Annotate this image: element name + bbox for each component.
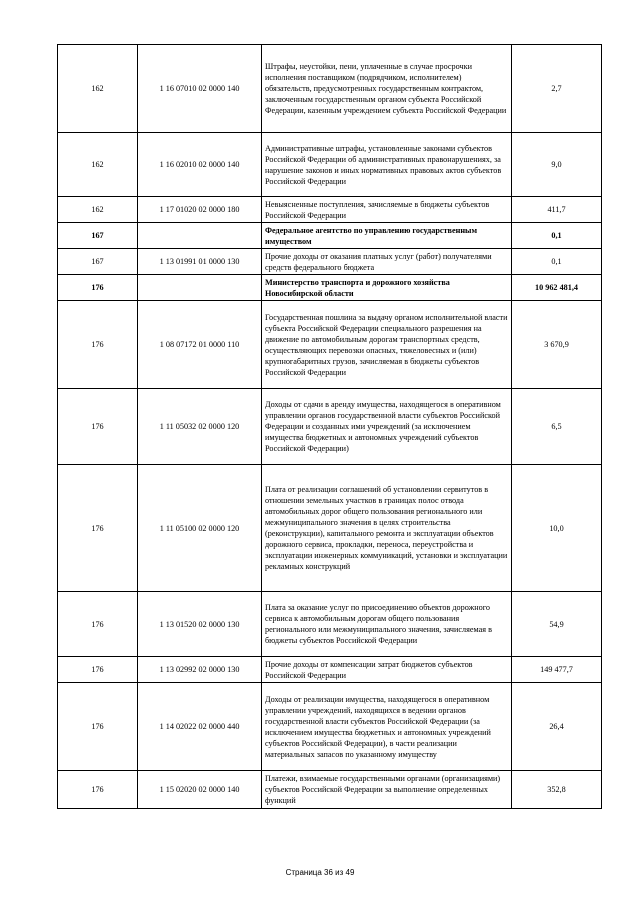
budget-code-cell: 1 13 02992 02 0000 130	[138, 657, 262, 683]
revenue-name-cell: Платежи, взимаемые государственными органами (организациями) субъектов Российской Федерации за выполнение определенных функций	[262, 771, 512, 809]
agency-name-cell: Министерство транспорта и дорожного хозяйства Новосибирской области	[262, 275, 512, 301]
budget-code-cell	[138, 223, 262, 249]
admin-code-cell: 167	[58, 223, 138, 249]
budget-code-cell: 1 08 07172 01 0000 110	[138, 301, 262, 389]
revenue-table	[57, 44, 602, 809]
amount-cell: 10 962 481,4	[512, 275, 602, 301]
table-row	[58, 465, 602, 592]
table-row	[58, 389, 602, 465]
revenue-name-cell: Невыясненные поступления, зачисляемые в бюджеты субъектов Российской Федерации	[262, 197, 512, 223]
amount-cell: 3 670,9	[512, 301, 602, 389]
admin-code-cell: 162	[58, 197, 138, 223]
admin-code-cell: 176	[58, 275, 138, 301]
budget-code-cell: 1 17 01020 02 0000 180	[138, 197, 262, 223]
amount-cell: 411,7	[512, 197, 602, 223]
admin-code-cell: 176	[58, 389, 138, 465]
revenue-name-cell: Государственная пошлина за выдачу органом исполнительной власти субъекта Российской Федерации специального разрешения на движение по автомобильным дорогам транспортных средств, осуществляющих перевозки опасных, тяжеловесных и (или) крупногабаритных грузов, зачисляемая в бюджеты субъектов Российской Федерации	[262, 301, 512, 389]
amount-cell: 54,9	[512, 592, 602, 657]
agency-name-cell: Федеральное агентство по управлению государственным имуществом	[262, 223, 512, 249]
admin-code-cell: 176	[58, 657, 138, 683]
amount-cell: 26,4	[512, 683, 602, 771]
amount-cell: 6,5	[512, 389, 602, 465]
budget-code-cell: 1 16 07010 02 0000 140	[138, 45, 262, 133]
admin-code-cell: 162	[58, 133, 138, 197]
budget-code-cell: 1 11 05100 02 0000 120	[138, 465, 262, 592]
page-number: Страница 36 из 49	[285, 868, 355, 877]
revenue-name-cell: Прочие доходы от оказания платных услуг (работ) получателями средств федерального бюджета	[262, 249, 512, 275]
table-row-agency	[58, 223, 602, 249]
table-row	[58, 45, 602, 133]
amount-cell: 2,7	[512, 45, 602, 133]
table-row	[58, 249, 602, 275]
budget-code-cell: 1 16 02010 02 0000 140	[138, 133, 262, 197]
table-row	[58, 771, 602, 809]
admin-code-cell: 162	[58, 45, 138, 133]
table-row-agency	[58, 275, 602, 301]
admin-code-cell: 176	[58, 592, 138, 657]
table-row	[58, 683, 602, 771]
amount-cell: 9,0	[512, 133, 602, 197]
revenue-name-cell: Прочие доходы от компенсации затрат бюджетов субъектов Российской Федерации	[262, 657, 512, 683]
table-row	[58, 133, 602, 197]
admin-code-cell: 167	[58, 249, 138, 275]
amount-cell: 0,1	[512, 223, 602, 249]
revenue-name-cell: Доходы от реализации имущества, находящегося в оперативном управлении учреждений, находящихся в ведении органов государственной власти субъектов Российской Федерации (за исключением имущества бюджетных и автономных учреждений субъектов Российской Федерации), в части реализации материальных запасов по указанному имуществу	[262, 683, 512, 771]
admin-code-cell: 176	[58, 301, 138, 389]
revenue-name-cell: Плата за оказание услуг по присоединению объектов дорожного сервиса к автомобильным дорогам общего пользования регионального или межмуниципального значения, зачисляемая в бюджеты субъектов Российской Федерации	[262, 592, 512, 657]
budget-code-cell: 1 13 01520 02 0000 130	[138, 592, 262, 657]
table-row	[58, 301, 602, 389]
amount-cell: 352,8	[512, 771, 602, 809]
budget-code-cell: 1 14 02022 02 0000 440	[138, 683, 262, 771]
admin-code-cell: 176	[58, 771, 138, 809]
revenue-name-cell: Плата от реализации соглашений об установлении сервитутов в отношении земельных участков в границах полос отвода автомобильных дорог общего пользования регионального или межмуниципального значения в целях строительства (реконструкции), капитального ремонта и эксплуатации объектов дорожного сервиса, прокладки, переноса, переустройства и эксплуатации инженерных коммуникаций, установки и эксплуатации рекламных конструкций	[262, 465, 512, 592]
admin-code-cell: 176	[58, 683, 138, 771]
budget-code-cell	[138, 275, 262, 301]
revenue-name-cell: Административные штрафы, установленные законами субъектов Российской Федерации об административных правонарушениях, за нарушение законов и иных нормативных правовых актов субъектов Российской Федерации	[262, 133, 512, 197]
amount-cell: 149 477,7	[512, 657, 602, 683]
revenue-name-cell: Штрафы, неустойки, пени, уплаченные в случае просрочки исполнения поставщиком (подрядчиком, исполнителем) обязательств, предусмотренных государственным контрактом, заключенным государственным органом субъекта Российской Федерации, казенным учреждением субъекта Российской Федерации	[262, 45, 512, 133]
budget-code-cell: 1 15 02020 02 0000 140	[138, 771, 262, 809]
budget-code-cell: 1 13 01991 01 0000 130	[138, 249, 262, 275]
amount-cell: 0,1	[512, 249, 602, 275]
revenue-name-cell: Доходы от сдачи в аренду имущества, находящегося в оперативном управлении органов государственной власти субъектов Российской Федерации и созданных ими учреждений (за исключением имущества бюджетных и автономных учреждений субъектов Российской Федерации)	[262, 389, 512, 465]
table-row	[58, 657, 602, 683]
table-row	[58, 197, 602, 223]
table-row	[58, 592, 602, 657]
amount-cell: 10,0	[512, 465, 602, 592]
budget-code-cell: 1 11 05032 02 0000 120	[138, 389, 262, 465]
admin-code-cell: 176	[58, 465, 138, 592]
